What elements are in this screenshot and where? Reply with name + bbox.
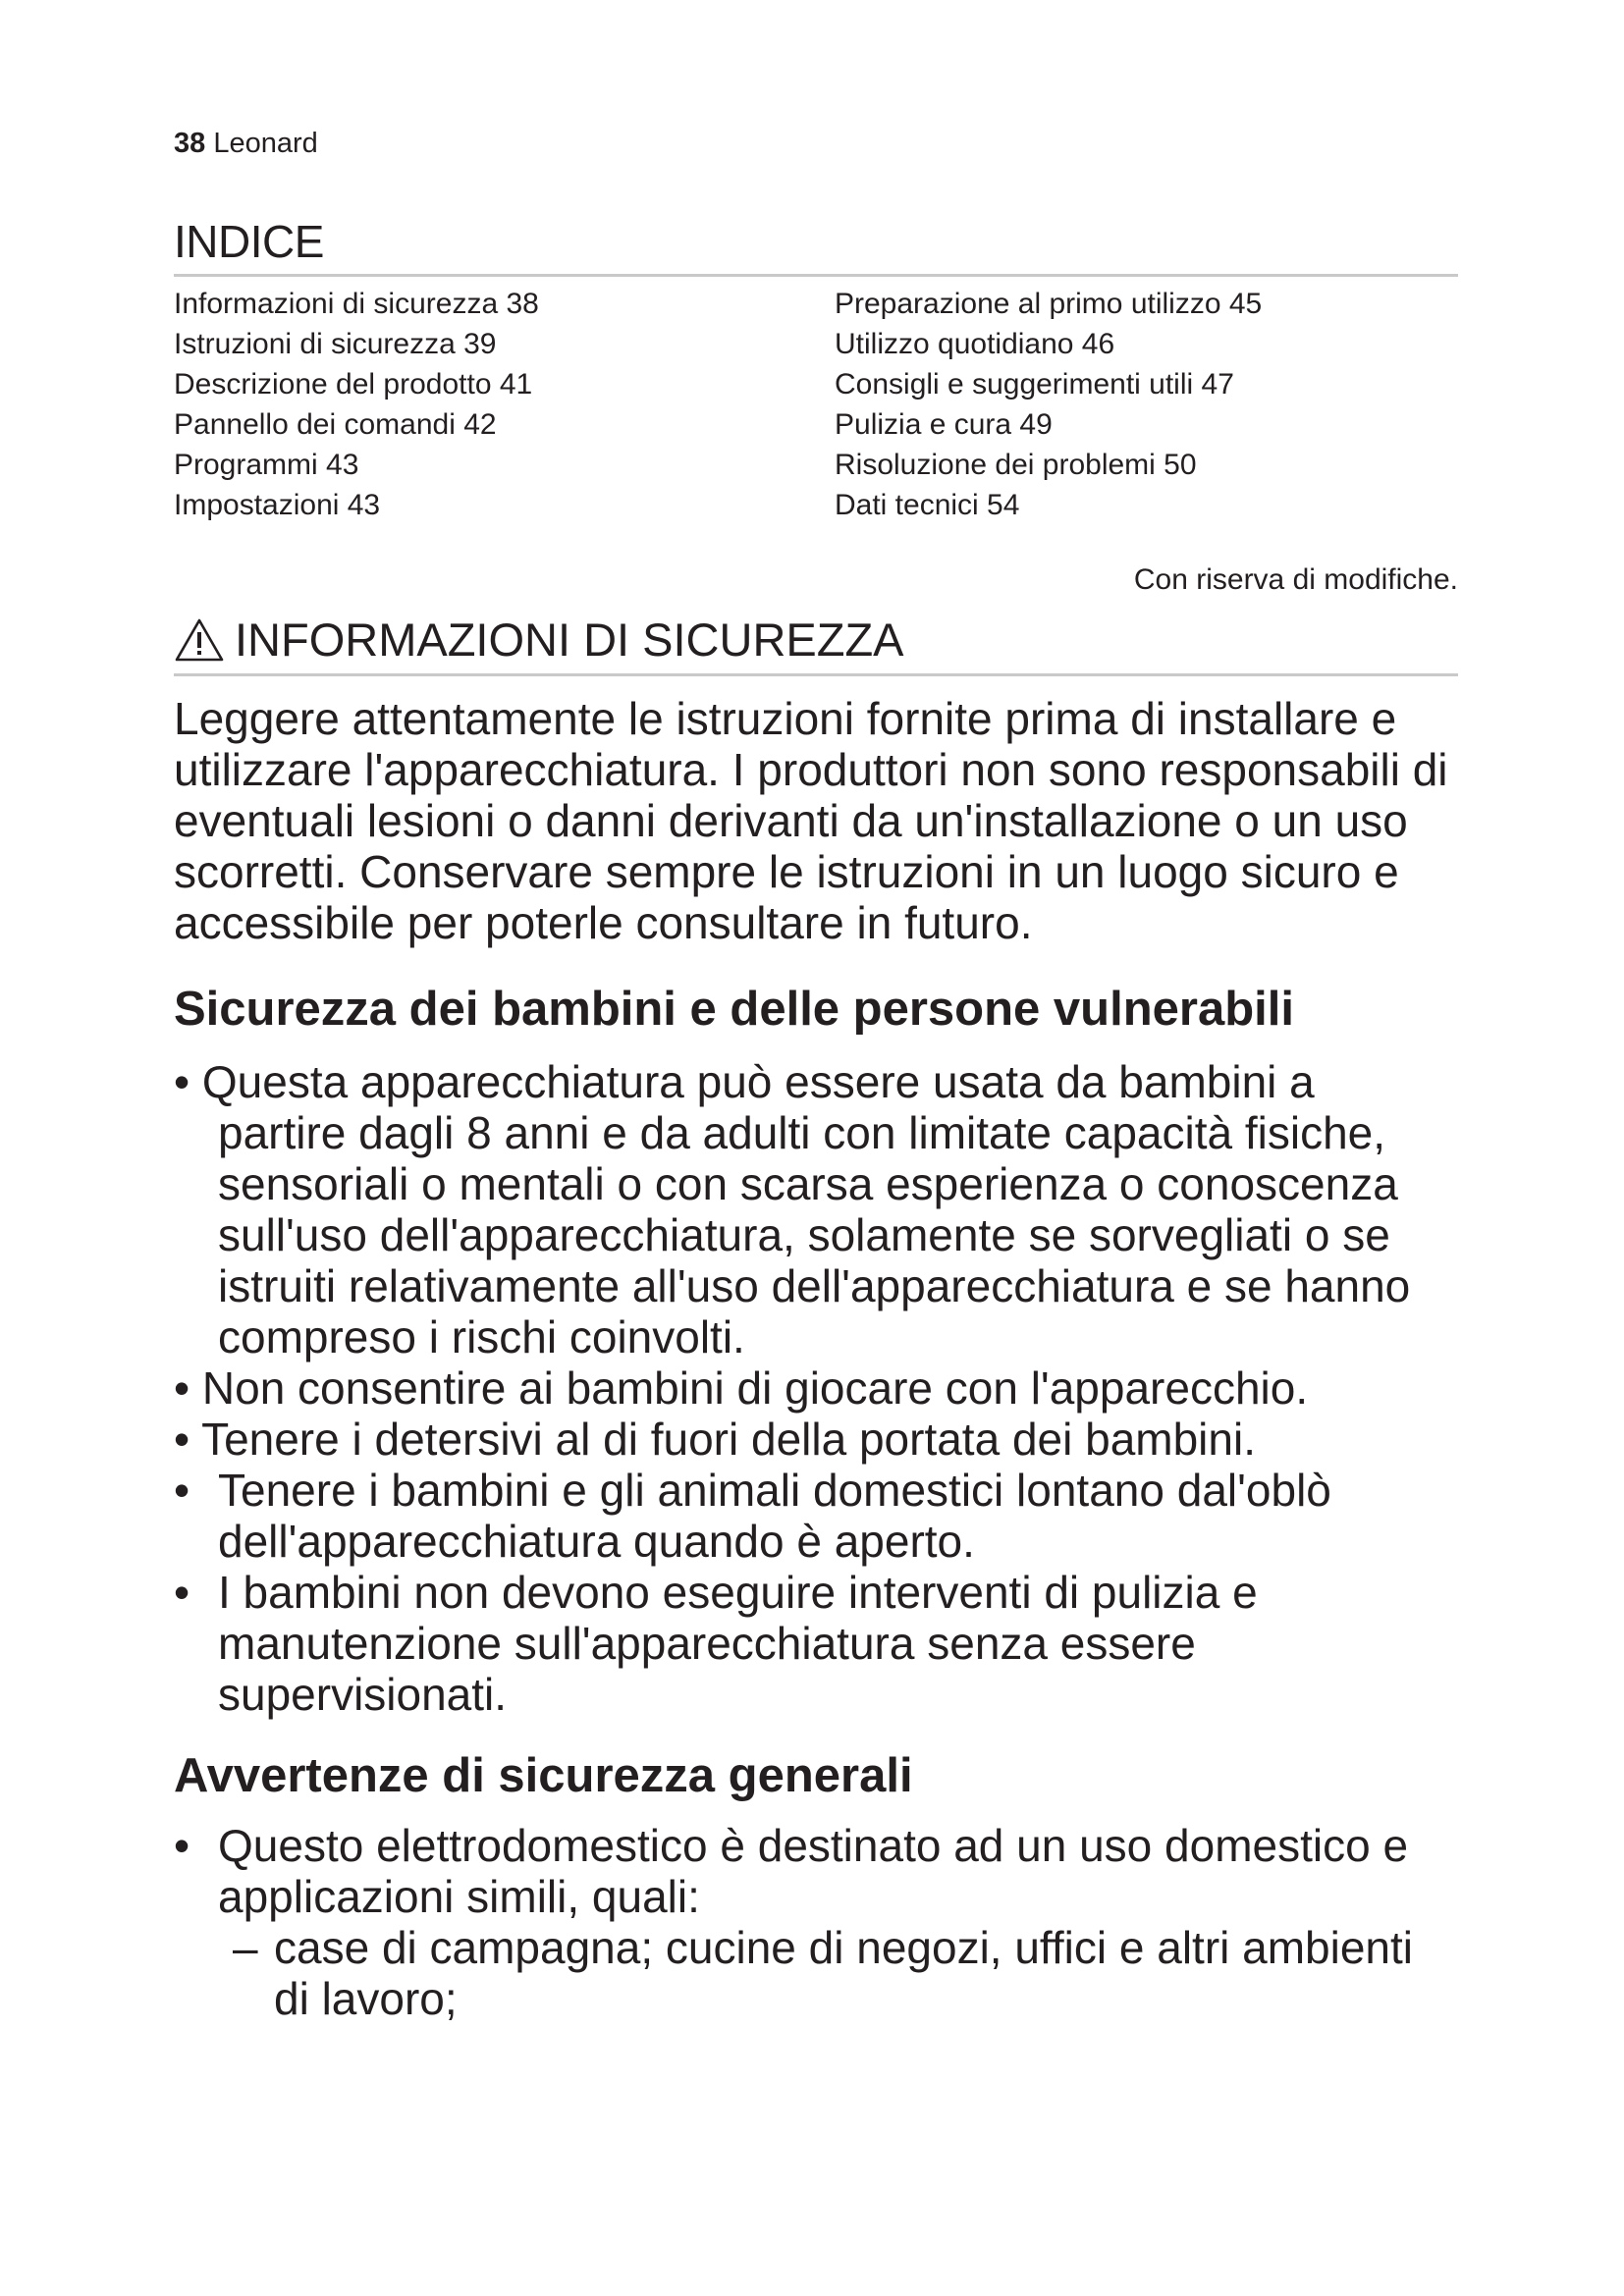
page-header [174, 126, 318, 161]
bullet: • [174, 1567, 190, 1618]
bullet: • [174, 1414, 190, 1465]
list-item [174, 1414, 1458, 1465]
sub-list-item-text: case di campagna; cucine di negozi, uffici e altri ambienti di lavoro; [274, 1922, 1414, 2024]
toc-entry[interactable]: Descrizione del prodotto 41 [174, 368, 533, 400]
list-item [174, 1362, 1458, 1414]
children-safety-heading: Sicurezza dei bambini e delle persone vulnerabili [174, 983, 1294, 1036]
toc-entry[interactable]: Programmi 43 [174, 449, 359, 481]
safety-divider [174, 673, 1458, 676]
children-safety-list [174, 1056, 1458, 1720]
list-item-text: I bambini non devono eseguire interventi di pulizia e manutenzione sull'apparecchiatura senza essere supervisionati. [218, 1567, 1258, 1720]
bullet: • [174, 1056, 190, 1107]
list-item [174, 1567, 1458, 1720]
list-item-text: partire dagli 8 anni e da adulti con limitate capacità fisiche, sensoriali o mentali o con scarsa esperienza o conoscenza sull'uso dell'apparecchiatura, solamente se sorvegliati o se istruiti relativamente all'uso dell'apparecchiatura e se hanno compreso i rischi coinvolti. [218, 1107, 1411, 1362]
toc-entry[interactable]: Preparazione al primo utilizzo 45 [835, 288, 1263, 320]
safety-intro-paragraph: Leggere attentamente le istruzioni fornite prima di installare e utilizzare l'apparecchiatura. I produttori non sono responsabili di eventuali lesioni o danni derivanti da un'installazione o un uso scorretti. Conservare sempre le istruzioni in un luogo sicuro e accessibile per poterle consultare in futuro. [174, 693, 1448, 948]
toc-divider [174, 274, 1458, 277]
sub-list-item [174, 1922, 1458, 2024]
list-item-text: Questa apparecchiatura può essere usata da bambini a [201, 1056, 1315, 1107]
page-number: 38 [174, 128, 206, 159]
bullet: • [174, 1362, 190, 1414]
toc-title: INDICE [174, 216, 324, 267]
toc-entry[interactable]: Pulizia e cura 49 [835, 408, 1053, 441]
list-item-text: Tenere i bambini e gli animali domestici lontano dal'oblò dell'apparecchiatura quando è aperto. [218, 1465, 1331, 1567]
list-item-text: Questo elettrodomestico è destinato ad un uso domestico e applicazioni simili, quali: [218, 1820, 1409, 1922]
toc-entry[interactable]: Risoluzione dei problemi 50 [835, 449, 1197, 481]
general-safety-list [174, 1820, 1458, 2024]
dash: – [233, 1922, 258, 1973]
toc-entry[interactable]: Utilizzo quotidiano 46 [835, 328, 1115, 360]
brand-name: Leonard [213, 128, 318, 159]
warning-triangle-icon [174, 617, 225, 663]
safety-section-title [174, 611, 904, 669]
toc-entry[interactable]: Informazioni di sicurezza 38 [174, 288, 539, 320]
list-item-text: Non consentire ai bambini di giocare con l'apparecchio. [201, 1362, 1309, 1414]
toc-entry[interactable]: Pannello dei comandi 42 [174, 408, 497, 441]
toc-right-column [835, 284, 1262, 525]
safety-title-text: INFORMAZIONI DI SICUREZZA [235, 614, 904, 666]
toc-entry[interactable]: Impostazioni 43 [174, 489, 381, 521]
list-item [174, 1056, 1458, 1362]
toc-entry[interactable]: Consigli e suggerimenti utili 47 [835, 368, 1234, 400]
toc-left-column [174, 284, 539, 525]
bullet: • [174, 1465, 190, 1516]
list-item [174, 1465, 1458, 1567]
toc-entry[interactable]: Istruzioni di sicurezza 39 [174, 328, 497, 360]
general-safety-heading: Avvertenze di sicurezza generali [174, 1749, 913, 1802]
list-item-text: Tenere i detersivi al di fuori della portata dei bambini. [201, 1414, 1256, 1465]
toc-entry[interactable]: Dati tecnici 54 [835, 489, 1020, 521]
reserve-note: Con riserva di modifiche. [1133, 563, 1458, 596]
bullet: • [174, 1820, 190, 1871]
list-item [174, 1820, 1458, 1922]
